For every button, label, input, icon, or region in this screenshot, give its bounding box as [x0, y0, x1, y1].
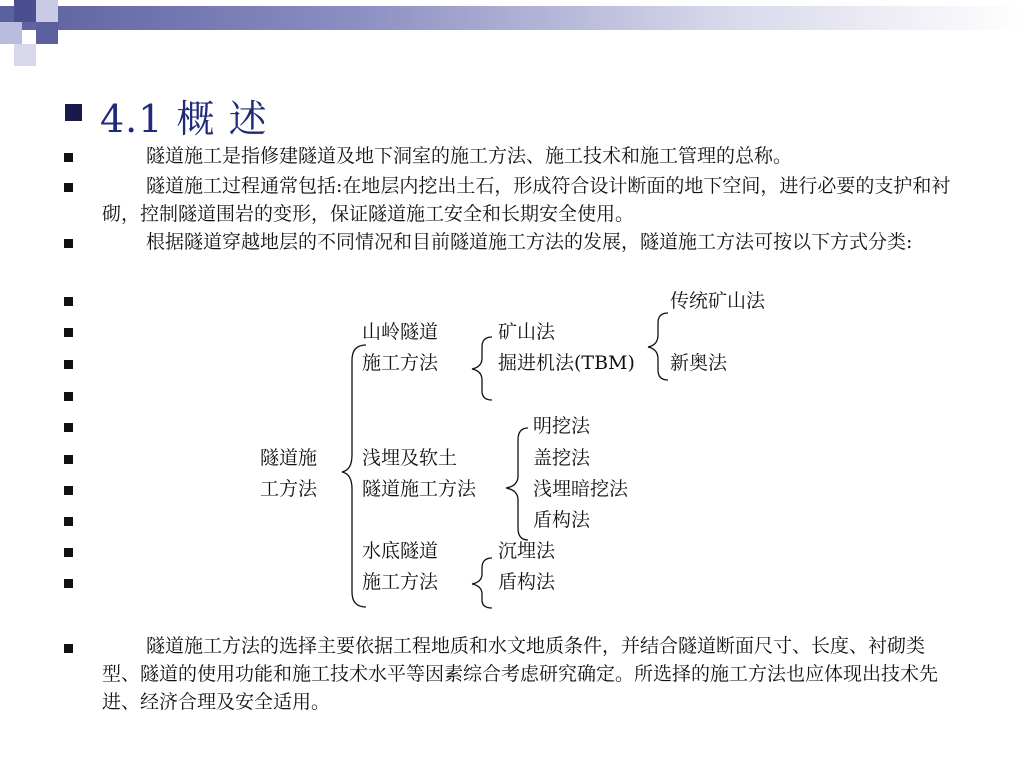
diagram-shallow-label: 浅埋及软土	[362, 447, 458, 469]
paragraph-text: 根据隧道穿越地层的不同情况和目前隧道施工方法的发展，隧道施工方法可按以下方式分类:	[146, 231, 913, 253]
diagram-underwater-label: 水底隧道	[362, 540, 439, 562]
slide-title: 4.1 概 述	[100, 97, 268, 141]
paragraph-text: 隧道施工是指修建隧道及地下洞室的施工方法、施工技术和施工管理的总称。	[146, 145, 793, 167]
diagram-open-cut: 明挖法	[533, 415, 591, 437]
diagram-mining-method: 矿山法	[498, 321, 556, 343]
shallow-brace	[506, 428, 528, 540]
underwater-brace	[472, 558, 492, 608]
diagram-immersed-tube: 沉埋法	[498, 540, 556, 562]
diagram-shield-2: 盾构法	[498, 571, 556, 593]
diagram-root-label-2: 工方法	[260, 478, 318, 500]
diagram-underwater-label-2: 施工方法	[362, 571, 439, 593]
paragraph-text: 隧道施工过程通常包括:在地层内挖出土石，形成符合设计断面的地下空间，进行必要的支护和衬砌，控制隧道围岩的变形，保证隧道施工安全和长期安全使用。	[102, 175, 951, 225]
mining-brace	[648, 313, 668, 380]
diagram-mountain-label-2: 施工方法	[362, 352, 439, 374]
diagram-tbm-method: 掘进机法(TBM)	[498, 352, 635, 374]
diagram-shield-1: 盾构法	[533, 509, 591, 531]
diagram-natm: 新奥法	[670, 352, 728, 374]
diagram-traditional-mining: 传统矿山法	[670, 290, 766, 312]
diagram-root-label: 隧道施	[260, 447, 318, 469]
diagram-shallow-label-2: 隧道施工方法	[362, 478, 477, 500]
diagram-cover-cut: 盖挖法	[533, 447, 591, 469]
paragraph-text: 隧道施工方法的选择主要依据工程地质和水文地质条件，并结合隧道断面尺寸、长度、衬砌类型、隧道的使用功能和施工技术水平等因素综合考虑研究确定。所选择的施工方法也应体现出技术先进、经济合理及安全适用。	[102, 635, 939, 713]
diagram-shallow-mining: 浅埋暗挖法	[533, 478, 629, 500]
mountain-brace	[472, 337, 492, 400]
diagram-mountain-label: 山岭隧道	[362, 321, 439, 343]
